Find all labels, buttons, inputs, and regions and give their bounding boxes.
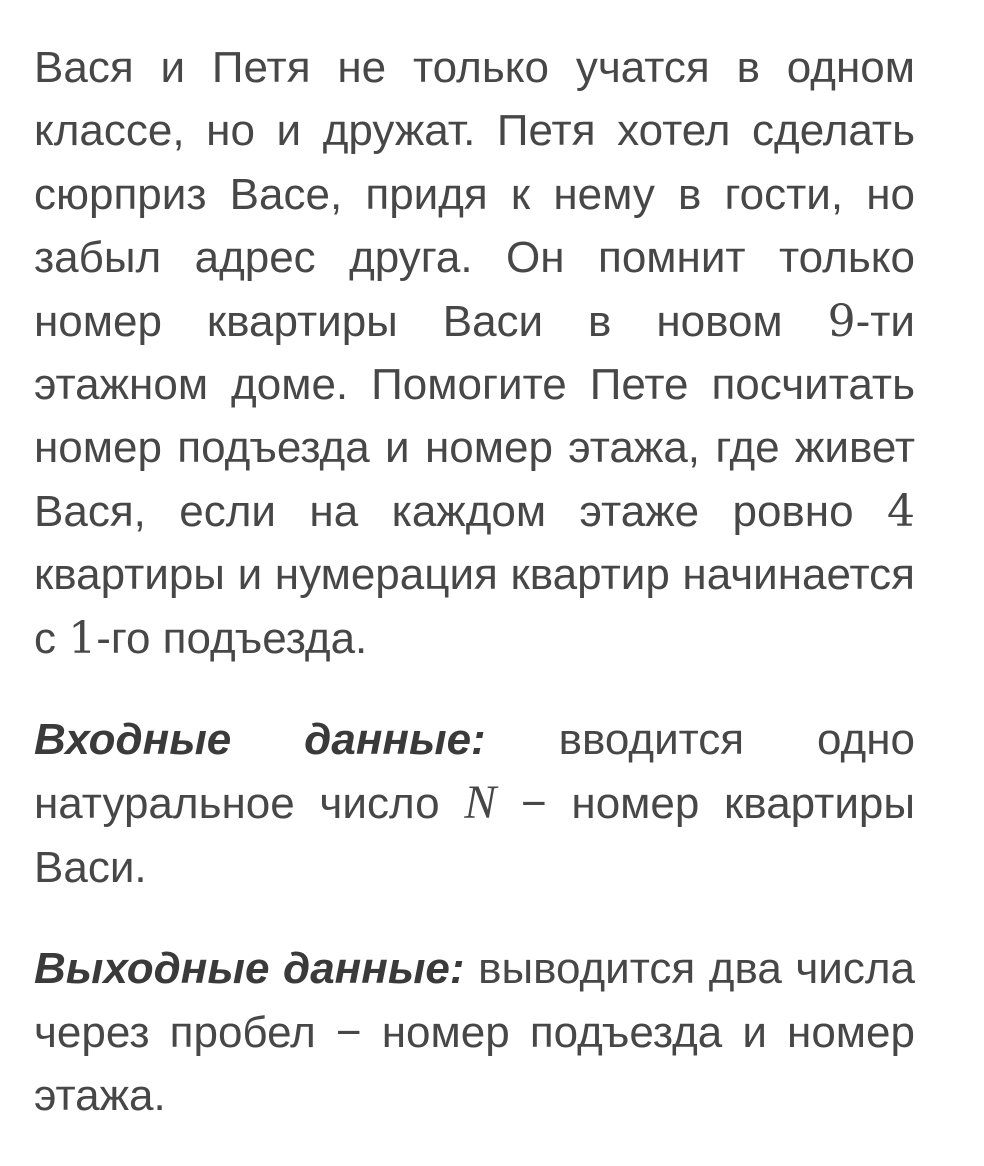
input-text-2: − номер квартиры Васи. (34, 779, 915, 892)
statement-text-1: Вася и Петя не только учатся в одном классе, но и дружат. Петя хотел сделать сюрприз Васе, придя к нему в гости, но забыл адрес друга. Он помнит только номер квартиры Васи в новом (34, 43, 915, 346)
output-text: выводится два числа через пробел − номер подъезда и номер этажа. (34, 944, 916, 1121)
input-section (34, 708, 915, 899)
output-label: Выходные данные: (34, 944, 465, 994)
statement-text-2: -ти этажном доме. Помогите Пете посчитать номер подъезда и номер этажа, где живет Вася, если на каждом этаже ровно (34, 296, 915, 536)
input-text-1: вводится одно натуральное число (34, 715, 915, 829)
apartments-per-floor-number: 4 (887, 485, 915, 537)
floors-number: 9 (827, 295, 856, 347)
statement-text-4: -го подъезда. (96, 613, 368, 663)
output-section (34, 937, 915, 1127)
start-entrance-number: 1 (68, 612, 97, 664)
statement-text-3: квартиры и нумерация квартир начинается с (34, 550, 915, 663)
input-label: Входные данные: (34, 715, 486, 765)
input-variable: N (464, 776, 497, 830)
problem-text (34, 36, 915, 1128)
problem-statement (34, 36, 915, 670)
